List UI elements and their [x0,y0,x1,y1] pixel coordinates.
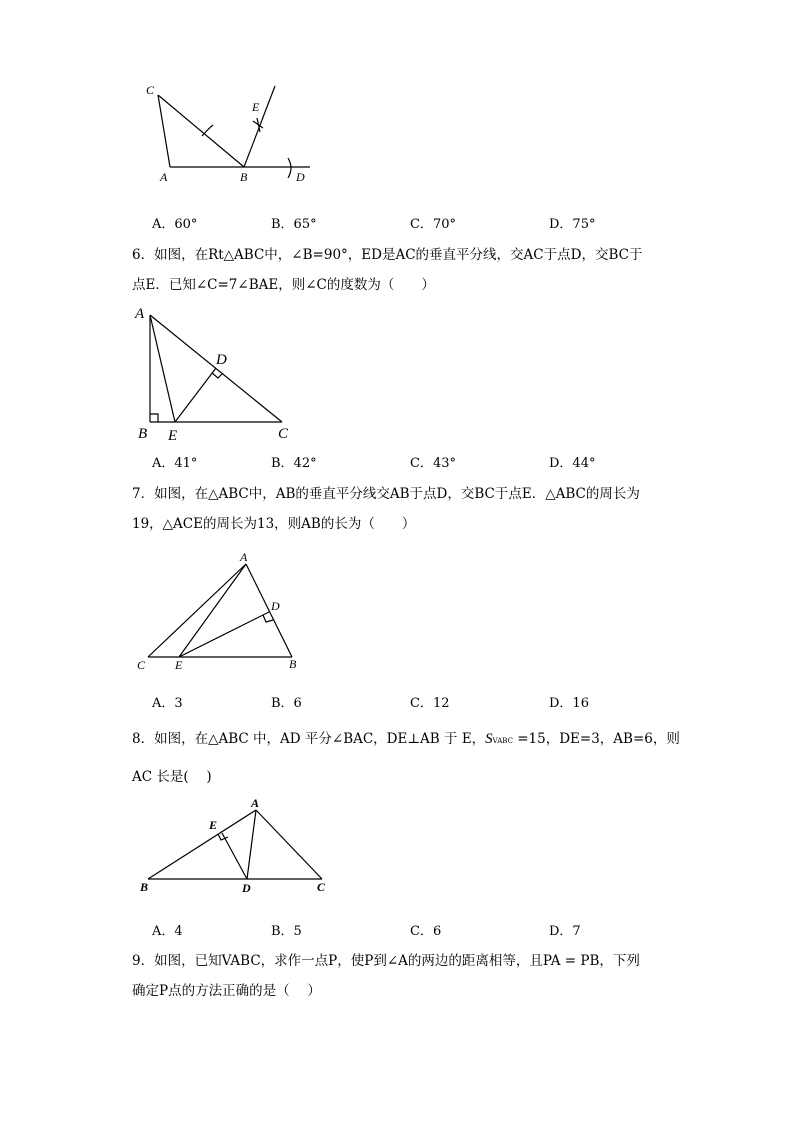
choice-b[interactable]: B．42° [271,456,317,471]
area-subscript: VABC [492,737,513,745]
q8-choices [0,920,794,940]
label-d: D [271,599,280,613]
label-b: B [289,657,297,671]
label-b: B [240,170,248,184]
choice-d[interactable]: D．75° [549,217,596,232]
question-7-line1: 7．如图，在△ABC中，AB的垂直平分线交AB于点D，交BC于点E．△ABC的周长为 [132,486,640,502]
choice-b[interactable]: B．6 [271,696,302,711]
label-b: B [138,426,148,442]
choice-b[interactable]: B．5 [271,924,302,939]
label-c: C [317,880,326,894]
choice-c[interactable]: C．43° [410,456,456,471]
label-e: E [168,428,178,444]
question-6-line2: 点E．已知∠C=7∠BAE，则∠C的度数为（ ） [132,277,435,293]
choice-c[interactable]: C．6 [410,924,442,939]
choice-a[interactable]: A．3 [152,696,183,711]
q5-figure [140,80,320,190]
label-c: C [278,426,289,442]
q7-figure [132,548,312,678]
q6-choices [0,452,794,472]
question-8-line2: AC 长是( ) [132,769,212,785]
choice-c[interactable]: C．12 [410,696,450,711]
choice-d[interactable]: D．16 [549,696,589,711]
choice-d[interactable]: D．44° [549,456,596,471]
label-a: A [135,306,145,322]
q8-figure [132,795,342,900]
label-e: E [175,658,183,672]
label-c: C [137,658,146,672]
choice-a[interactable]: A．60° [152,217,198,232]
question-9-line1: 9．如图，已知VABC，求作一点P，使P到∠A的两边的距离相等，且PA = PB，下列 [132,953,640,969]
label-a: A [160,170,168,184]
area-symbol: S [485,731,493,747]
question-6 [132,240,672,300]
question-7 [132,479,672,539]
choice-c[interactable]: C．70° [410,217,456,232]
label-e: E [252,100,260,114]
label-e: E [209,818,218,832]
label-a: A [240,550,248,564]
question-7-line2: 19，△ACE的周长为13，则AB的长为（ ） [132,516,416,532]
q5-choices [0,213,794,233]
question-8-line1: 8．如图，在△ABC 中，AD 平分∠BAC，DE⊥AB 于 E，SVABC =15，DE=3，AB=6，则 [132,731,680,747]
q7-choices [0,692,794,712]
q6-figure [132,300,302,445]
label-d: D [216,352,227,368]
question-8 [132,721,680,795]
choice-a[interactable]: A．41° [152,456,198,471]
choice-b[interactable]: B．65° [271,217,317,232]
question-9-line2: 确定P点的方法正确的是（ ） [132,983,321,999]
label-b: B [140,880,149,894]
choice-d[interactable]: D．7 [549,924,581,939]
question-6-line1: 6．如图，在Rt△ABC中，∠B=90°，ED是AC的垂直平分线，交AC于点D，交BC于 [132,247,643,263]
label-d: D [242,881,251,895]
label-a: A [251,796,260,810]
choice-a[interactable]: A．4 [152,924,183,939]
label-d: D [296,170,305,184]
question-9 [132,946,672,1006]
label-c: C [146,83,155,97]
